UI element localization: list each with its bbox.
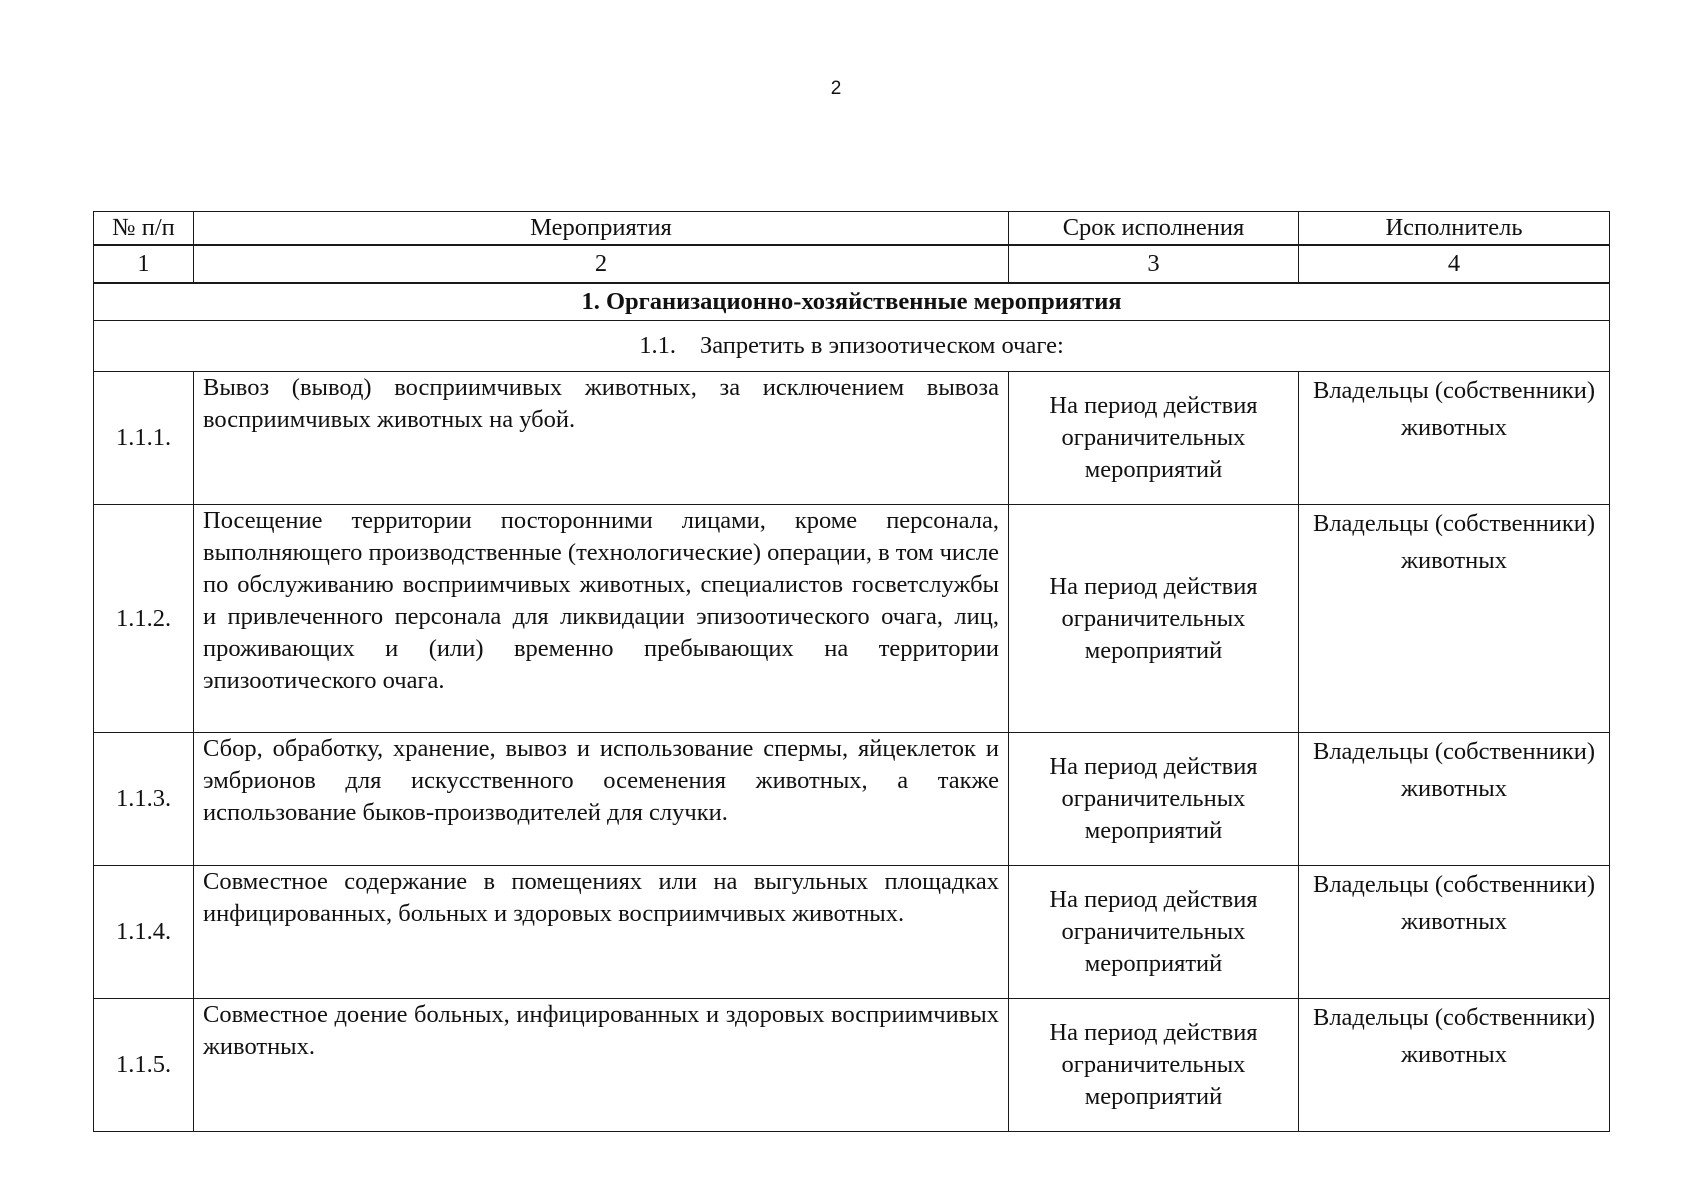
deadline-text: На период действия ограничительных мероприятий bbox=[1009, 372, 1299, 505]
column-number-1: 1 bbox=[94, 245, 194, 283]
section-row bbox=[94, 283, 1610, 321]
table-row bbox=[94, 505, 1610, 733]
section-title: 1. Организационно-хозяйственные мероприятия bbox=[94, 283, 1610, 321]
item-number: 1.1.2. bbox=[94, 505, 194, 733]
measure-text: Совместное доение больных, инфицированных и здоровых восприимчивых животных. bbox=[194, 999, 1009, 1132]
measure-text: Вывоз (вывод) восприимчивых животных, за исключением вывоза восприимчивых животных на убой. bbox=[194, 372, 1009, 505]
table-header-row bbox=[94, 212, 1610, 246]
header-item-number: № п/п bbox=[94, 212, 194, 246]
table-row bbox=[94, 999, 1610, 1132]
column-number-4: 4 bbox=[1299, 245, 1610, 283]
measures-table bbox=[93, 211, 1610, 1132]
subsection-row bbox=[94, 321, 1610, 372]
deadline-text: На период действия ограничительных мероприятий bbox=[1009, 999, 1299, 1132]
measure-text: Сбор, обработку, хранение, вывоз и использование спермы, яйцеклеток и эмбрионов для искусственного осеменения животных, а также использование быков-производителей для случки. bbox=[194, 733, 1009, 866]
executor-text: Владельцы (собственники) животных bbox=[1299, 372, 1610, 505]
header-measures: Мероприятия bbox=[194, 212, 1009, 246]
column-number-3: 3 bbox=[1009, 245, 1299, 283]
header-deadline: Срок исполнения bbox=[1009, 212, 1299, 246]
header-executor: Исполнитель bbox=[1299, 212, 1610, 246]
measure-text: Посещение территории посторонними лицами, кроме персонала, выполняющего производственные (технологические) операции, в том числе по обслуживанию восприимчивых животных, специалистов госветслужбы и привлеченного персонала для ликвидации эпизоотического очага, лиц, проживающих и (или) временно пребывающих на территории эпизоотического очага. bbox=[194, 505, 1009, 733]
deadline-text: На период действия ограничительных мероприятий bbox=[1009, 505, 1299, 733]
deadline-text: На период действия ограничительных мероприятий bbox=[1009, 733, 1299, 866]
item-number: 1.1.4. bbox=[94, 866, 194, 999]
table-row bbox=[94, 733, 1610, 866]
measure-text: Совместное содержание в помещениях или на выгульных площадках инфицированных, больных и здоровых восприимчивых животных. bbox=[194, 866, 1009, 999]
page-number: 2 bbox=[830, 78, 842, 99]
subsection-cell bbox=[94, 321, 1610, 372]
column-number-2: 2 bbox=[194, 245, 1009, 283]
item-number: 1.1.5. bbox=[94, 999, 194, 1132]
table-row bbox=[94, 866, 1610, 999]
table-row bbox=[94, 372, 1610, 505]
subsection-title: Запретить в эпизоотическом очаге: bbox=[699, 332, 1064, 359]
executor-text: Владельцы (собственники) животных bbox=[1299, 505, 1610, 733]
subsection-number: 1.1. bbox=[639, 332, 676, 359]
column-number-row bbox=[94, 245, 1610, 283]
executor-text: Владельцы (собственники) животных bbox=[1299, 733, 1610, 866]
item-number: 1.1.1. bbox=[94, 372, 194, 505]
deadline-text: На период действия ограничительных мероприятий bbox=[1009, 866, 1299, 999]
executor-text: Владельцы (собственники) животных bbox=[1299, 866, 1610, 999]
item-number: 1.1.3. bbox=[94, 733, 194, 866]
executor-text: Владельцы (собственники) животных bbox=[1299, 999, 1610, 1132]
